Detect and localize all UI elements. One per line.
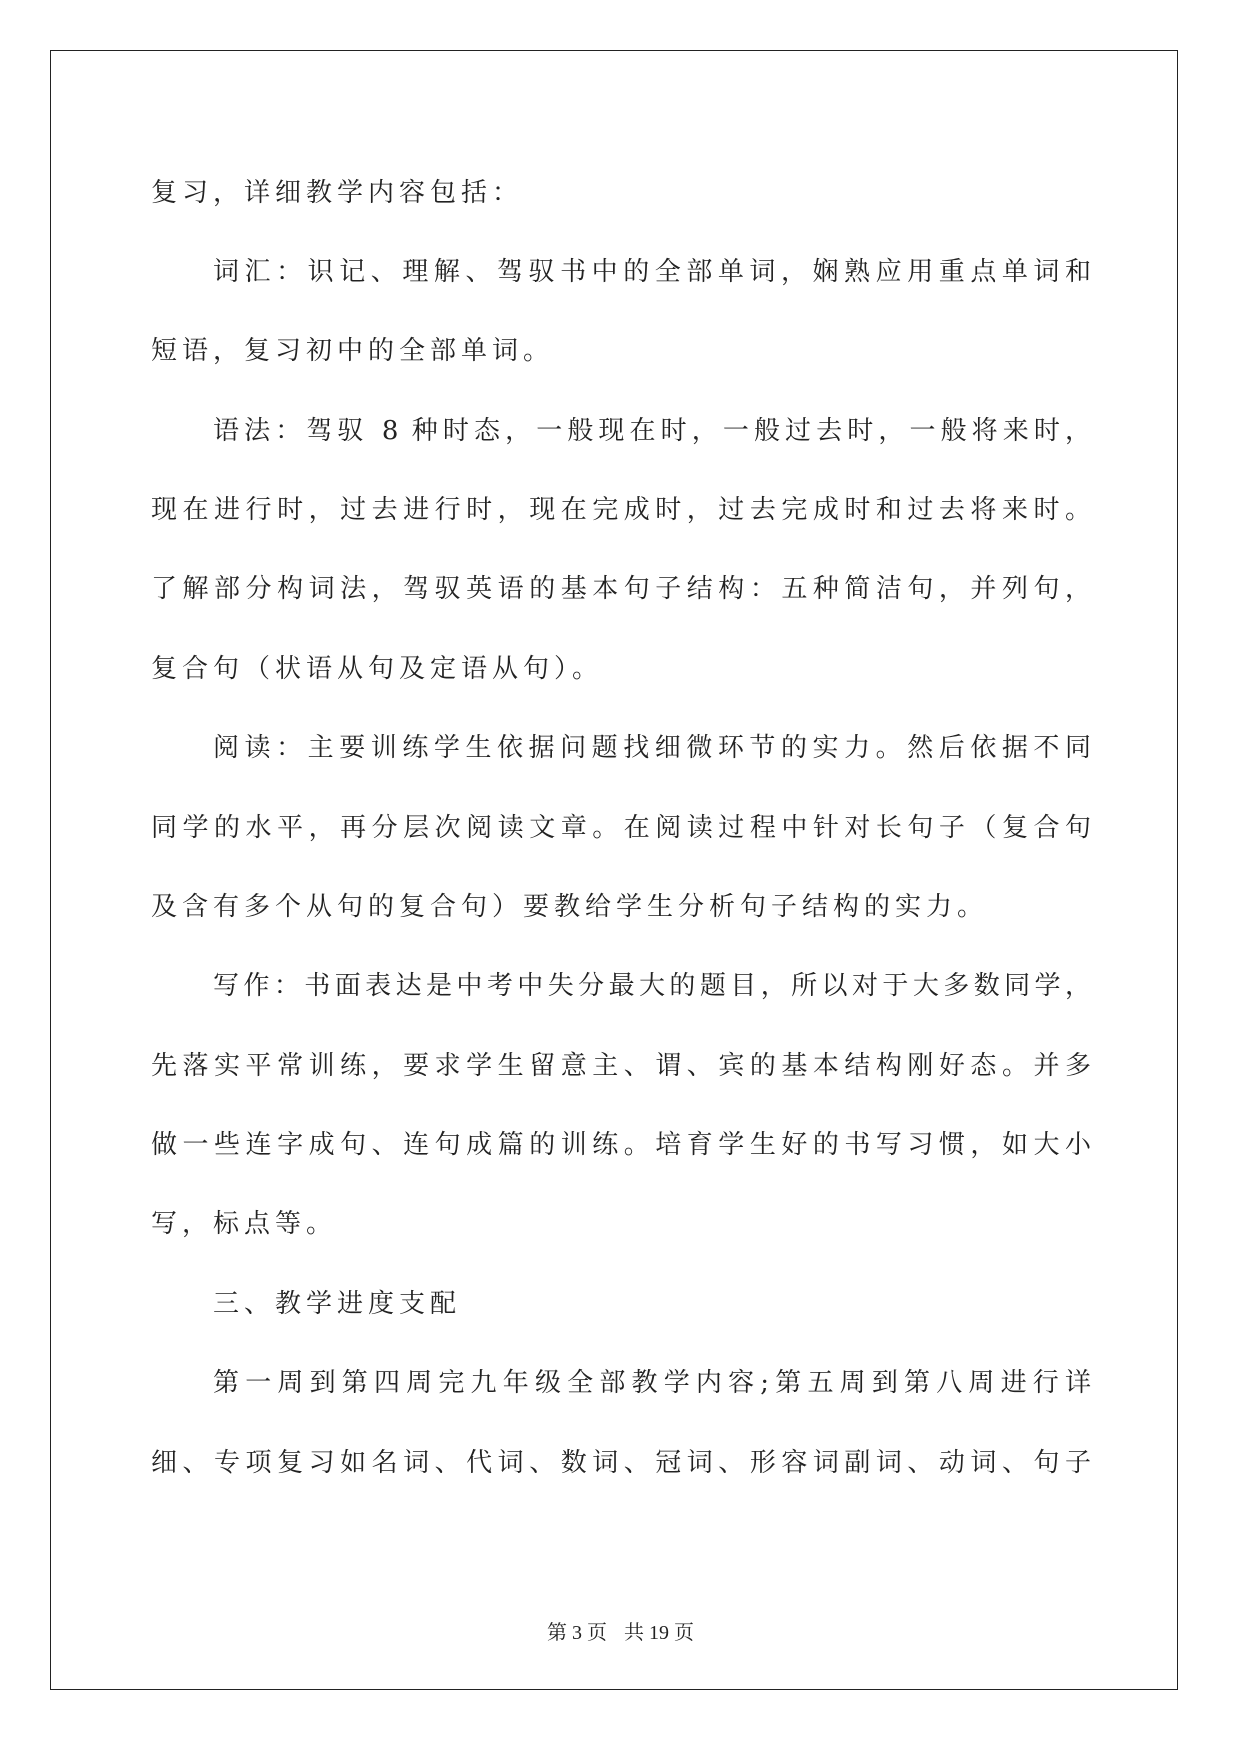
text-line: 先落实平常训练，要求学生留意主、谓、宾的基本结构刚好态。并多 bbox=[151, 1051, 1091, 1081]
text-line: 复合句（状语从句及定语从句）。 bbox=[151, 654, 604, 684]
text-line: 复习，详细教学内容包括： bbox=[151, 178, 524, 208]
text-line: 现在进行时，过去进行时，现在完成时，过去完成时和过去将来时。 bbox=[151, 495, 1091, 525]
text-line: 短语，复习初中的全部单词。 bbox=[151, 336, 555, 366]
text-line: 写，标点等。 bbox=[151, 1209, 338, 1239]
text-line: 语法：驾驭 8 种时态，一般现在时，一般过去时，一般将来时， bbox=[213, 416, 1091, 446]
text-line: 词汇：识记、理解、驾驭书中的全部单词，娴熟应用重点单词和 bbox=[213, 257, 1091, 287]
page-total: 共 19 页 bbox=[624, 1622, 694, 1644]
text-line: 了解部分构词法，驾驭英语的基本句子结构：五种简洁句，并列句， bbox=[151, 574, 1091, 604]
page-footer bbox=[0, 1616, 1241, 1645]
text-line: 及含有多个从句的复合句）要教给学生分析句子结构的实力。 bbox=[151, 892, 989, 922]
text-line: 同学的水平，再分层次阅读文章。在阅读过程中针对长句子（复合句 bbox=[151, 813, 1091, 843]
text-line: 写作：书面表达是中考中失分最大的题目，所以对于大多数同学， bbox=[213, 971, 1091, 1001]
text-line: 第一周到第四周完九年级全部教学内容;第五周到第八周进行详 bbox=[213, 1368, 1091, 1398]
text-line: 阅读：主要训练学生依据问题找细微环节的实力。然后依据不同 bbox=[213, 733, 1091, 763]
text-line: 细、专项复习如名词、代词、数词、冠词、形容词副词、动词、句子 bbox=[151, 1448, 1091, 1478]
section-heading: 三、教学进度支配 bbox=[213, 1289, 462, 1319]
page-number: 第 3 页 bbox=[547, 1622, 607, 1644]
text-line: 做一些连字成句、连句成篇的训练。培育学生好的书写习惯，如大小 bbox=[151, 1130, 1091, 1160]
